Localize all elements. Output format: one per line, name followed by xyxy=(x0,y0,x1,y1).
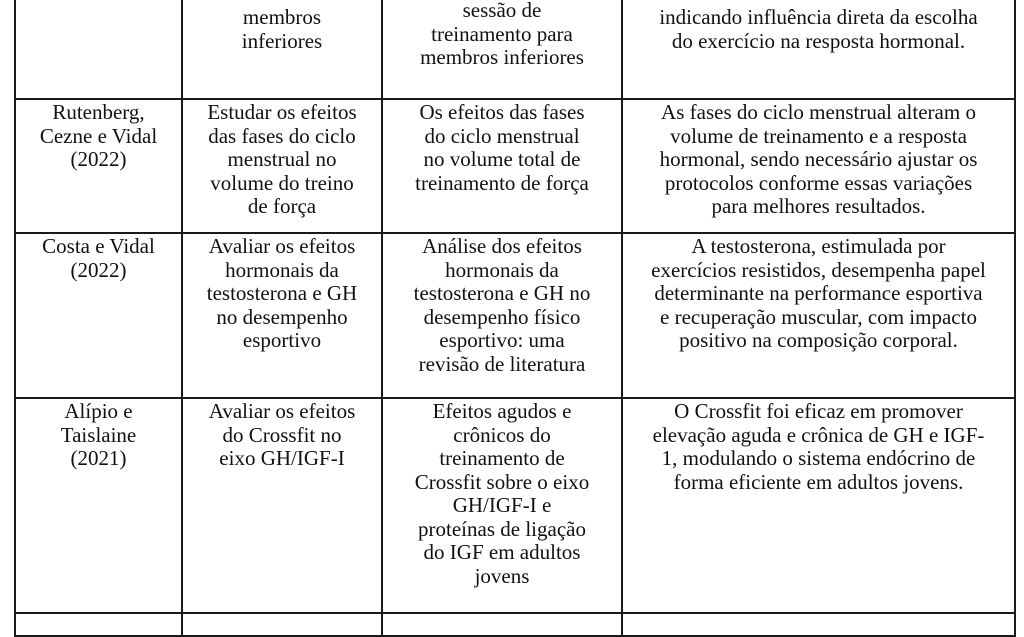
objective-cell: Avaliar os efeitos hormonais da testosterona e GH no desempenho esportivo xyxy=(182,233,382,398)
table-row xyxy=(15,0,1015,99)
title-cell: sessão de treinamento para membros inferiores xyxy=(382,0,622,99)
table-row xyxy=(15,233,1015,398)
empty-cell xyxy=(182,613,382,636)
title-cell: Os efeitos das fases do ciclo menstrual no volume total de treinamento de força xyxy=(382,99,622,233)
studies-table xyxy=(14,0,1016,637)
conclusion-cell: A testosterona, estimulada por exercícios resistidos, desempenha papel determinante na performance esportiva e recuperação muscular, com impacto positivo na composição corporal. xyxy=(622,233,1015,398)
author-cell xyxy=(15,0,182,99)
objective-cell: membros inferiores xyxy=(182,0,382,99)
table-row xyxy=(15,99,1015,233)
author-cell: Rutenberg, Cezne e Vidal (2022) xyxy=(15,99,182,233)
title-cell: Efeitos agudos e crônicos do treinamento de Crossfit sobre o eixo GH/IGF-I e proteínas de ligação do IGF em adultos jovens xyxy=(382,398,622,613)
author-cell: Costa e Vidal (2022) xyxy=(15,233,182,398)
empty-cell xyxy=(382,613,622,636)
conclusion-cell: indicando influência direta da escolha do exercício na resposta hormonal. xyxy=(622,0,1015,99)
table-row-continuation xyxy=(15,613,1015,636)
author-cell: Alípio e Taislaine (2021) xyxy=(15,398,182,613)
conclusion-cell: As fases do ciclo menstrual alteram o volume de treinamento e a resposta hormonal, sendo necessário ajustar os protocolos conforme essas variações para melhores resultados. xyxy=(622,99,1015,233)
objective-cell: Estudar os efeitos das fases do ciclo menstrual no volume do treino de força xyxy=(182,99,382,233)
conclusion-cell: O Crossfit foi eficaz em promover elevação aguda e crônica de GH e IGF- 1, modulando o sistema endócrino de forma eficiente em adultos jovens. xyxy=(622,398,1015,613)
empty-cell xyxy=(622,613,1015,636)
objective-cell: Avaliar os efeitos do Crossfit no eixo GH/IGF-I xyxy=(182,398,382,613)
empty-cell xyxy=(15,613,182,636)
title-cell: Análise dos efeitos hormonais da testosterona e GH no desempenho físico esportivo: uma revisão de literatura xyxy=(382,233,622,398)
table-row xyxy=(15,398,1015,613)
